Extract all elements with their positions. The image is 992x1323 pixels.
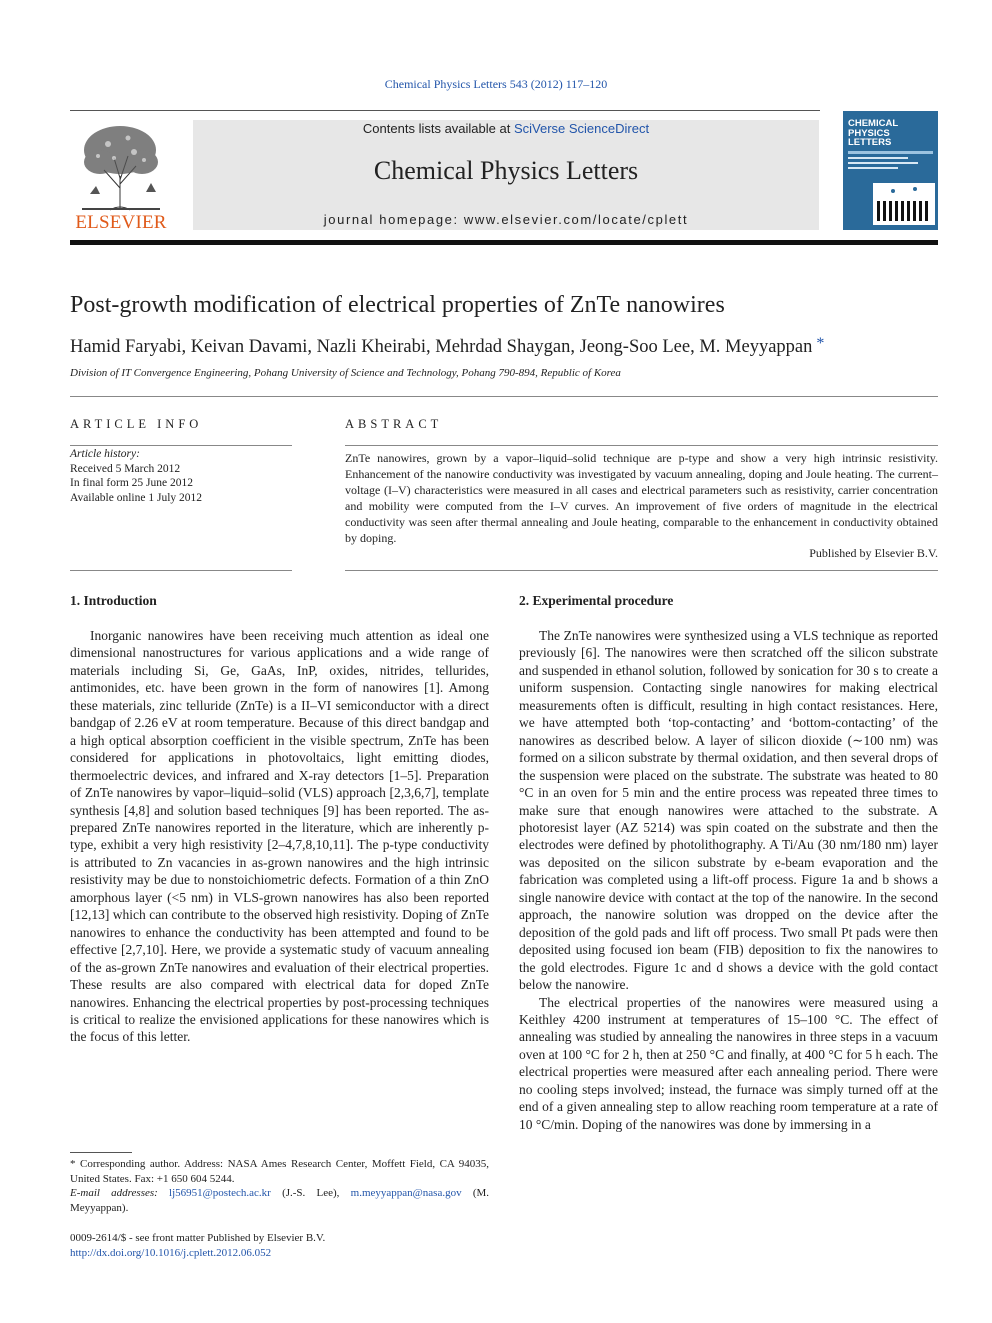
experimental-heading: 2. Experimental procedure — [519, 593, 674, 608]
history-revised: In final form 25 June 2012 — [70, 477, 193, 489]
abstract-publisher: Published by Elsevier B.V. — [809, 546, 938, 560]
article-info-heading: ARTICLE INFO — [70, 417, 203, 431]
email-link-lee[interactable]: lj56951@postech.ac.kr — [169, 1187, 271, 1199]
cover-figure-icon — [873, 183, 935, 225]
journal-cover-thumbnail[interactable] — [843, 111, 938, 230]
abstract-heading: ABSTRACT — [345, 417, 443, 431]
article-title: Post-growth modification of electrical properties of ZnTe nanowires — [70, 292, 725, 318]
sciencedirect-link[interactable]: SciVerse ScienceDirect — [513, 121, 650, 136]
cover-title — [848, 119, 933, 148]
experimental-paragraph: The ZnTe nanowires were synthesized using a VLS technique as reported previously [6]. The nanowires were then scratched off the silicon substrate and suspended in ethanol solution, followed by sonication for 30 s to create a uniform suspension. Contacting single nanowires for making electrical measurements often is difficult, resulting in high contact resistances. Here, we have attempted both ‘top-contacting’ and ‘bottom-contacting’ of the nanowires as described below. A layer of silicon dioxide (∼100 nm) was formed on a silicon substrate by thermal oxidation, and then several drops of the suspension were placed on the substrate. The substrate was heated to 80 °C in an oven for 5 min and the entire process was repeated three times to make sure that enough nanowires were attached to the substrate. A photoresist layer (AZ 5214) was spin coated on the substrate and then the electrodes were defined by photolithography. A Ti/Au (30 nm/180 nm) layer was deposited on the silicon substrate by e-beam evaporation and the fabrication was completed using a lift-off process. Figure 1a and b shows a single nanowire device with contact at the top of the nanowire. In the second approach, the nanowire solution was dropped on the device after the deposition of the gold pads and lift off process. Two small Pt pads were then deposited using focused ion beam (FIB) deposition to fix the nanowires to the gold electrodes. Figure 1c and d shows a device with the gold contact below the nanowire. — [519, 628, 938, 993]
history-label: Article history: — [70, 448, 140, 460]
experimental-column — [519, 627, 938, 1133]
article-info-rule — [70, 445, 292, 446]
history-online: Available online 1 July 2012 — [70, 491, 203, 504]
issn-doi-block — [70, 1231, 489, 1260]
journal-reference-link[interactable]: Chemical Physics Letters 543 (2012) 117–120 — [384, 77, 608, 91]
cover-decoration-icon — [848, 151, 933, 179]
introduction-paragraph: Inorganic nanowires have been receiving much attention as ideal one dimensional nanostructures for various applications and a wide range of materials including Si, Ge, GaAs, InP, oxides, nitrides, tellurides, antimonides, etc. have been grown in the form of nanowires [1]. Among these materials, zinc telluride (ZnTe) is a II–VI semiconductor with a direct bandgap of 2.26 eV at room temperature. Because of this direct bandgap and a high optical absorption coefficient in the visible spectrum, ZnTe has been considered for applications in photovoltaics, light emitting diodes, thermoelectric devices, and infrared and X-ray detectors [1–5]. Preparation of ZnTe nanowires by vapor–liquid–solid (VLS) approach [2,3,6,7], template synthesis [4,8] and solution based techniques [9] has been reported. The as-prepared ZnTe nanowires reported in the literature, which are inherently p-type, exhibit a very high resistivity [2–4,7,8,10,11]. The p-type conductivity is attributed to Zn vacancies in as-grown nanowires and the high intrinsic resistivity may be due to nonstoichiometric defects. Formation of a thin ZnO amorphous layer (<5 nm) in VLS-grown nanowires has also been reported [12,13] which can contribute to the observed high resistivity. Doping of ZnTe nanowires to enhance the conductivity has been attempted and found to be effective [2,7,10]. Here, we provide a systematic study of vacuum annealing of the as-grown ZnTe nanowires and evaluation of their electrical properties. These results are also compared with electrical data for doped ZnTe nanowires. Enhancing the electrical properties by post-processing techniques is critical to realize the envisioned applications for these nanowires which is the focus of this letter. — [70, 628, 489, 1045]
issn-line: 0009-2614/$ - see front matter Published by Elsevier B.V. — [70, 1232, 326, 1244]
journal-homepage[interactable]: journal homepage: www.elsevier.com/locate/cplett — [323, 212, 689, 227]
email-owner: (M. Meyyappan). — [70, 1187, 490, 1214]
contents-line — [193, 121, 819, 136]
contents-prefix: Contents lists available at — [362, 121, 514, 136]
header-thick-rule — [70, 240, 938, 245]
corresponding-footnote — [70, 1157, 489, 1215]
experimental-paragraph: The electrical properties of the nanowires were measured using a Keithley 4200 instrument at temperatures of 15–100 °C. The effect of annealing was studied by annealing the nanowires in three steps in a vacuum oven at 100 °C for 2 h, then at 250 °C and finally, at 400 °C for 5 h each. The electrical properties were measured after each annealing period. There were no cooling steps involved; instead, the furnace was simply turned off at the end of a given annealing step to allow reaching room temperature at a rate of 10 °C/min. Doping of the nanowires was done by immersing in a — [519, 994, 938, 1132]
history-received: Received 5 March 2012 — [70, 462, 181, 475]
article-info-bottom-rule — [70, 570, 292, 571]
affiliation-rule — [70, 396, 938, 397]
email-owner: (J.-S. Lee), — [282, 1187, 340, 1199]
corresponding-author-mark[interactable]: * — [816, 335, 825, 352]
author-list — [70, 335, 938, 358]
cover-title-line: LETTERS — [848, 137, 892, 148]
author-names: Hamid Faryabi, Keivan Davami, Nazli Kheirabi, Mehrdad Shaygan, Jeong-Soo Lee, M. Meyyappan — [70, 337, 813, 357]
author-affiliation: Division of IT Convergence Engineering, Pohang University of Science and Technology, Pohang 790-894, Republic of Korea — [70, 367, 621, 379]
abstract-text: ZnTe nanowires, grown by a vapor–liquid–solid technique are p-type and show a very high intrinsic resistivity. Enhancement of the nanowire conductivity was investigated by vacuum annealing, doping and Joule heating. The current–voltage (I–V) characteristics were measured in all cases and electrical parameters such as resistivity, carrier concentration and mobility were computed from the I–V curves. An improvement of five orders of magnitude in the electrical conductivity was seen after thermal annealing and Joule heating, comparable to the enhancement in conductivity obtained by doping. — [345, 451, 938, 545]
journal-title: Chemical Physics Letters — [373, 156, 639, 185]
introduction-heading: 1. Introduction — [70, 593, 157, 608]
email-link-meyyappan[interactable]: m.meyyappan@nasa.gov — [350, 1187, 462, 1199]
footnote-rule — [70, 1152, 132, 1153]
abstract-rule — [345, 445, 938, 446]
cover-title-line: CHEMICAL — [848, 118, 899, 129]
article-history — [70, 447, 292, 505]
email-label: E-mail addresses: — [70, 1187, 158, 1199]
cover-title-line: PHYSICS — [848, 127, 890, 139]
elsevier-wordmark: ELSEVIER — [75, 212, 167, 233]
header-top-rule — [70, 110, 820, 111]
abstract-bottom-rule — [345, 570, 938, 571]
introduction-column — [70, 627, 489, 1046]
doi-link[interactable]: http://dx.doi.org/10.1016/j.cplett.2012.06.052 — [70, 1246, 272, 1259]
corresponding-author-note: * Corresponding author. Address: NASA Ames Research Center, Moffett Field, CA 94035, United States. Fax: +1 650 604 5244. — [70, 1158, 489, 1185]
email-addresses — [70, 1186, 489, 1215]
